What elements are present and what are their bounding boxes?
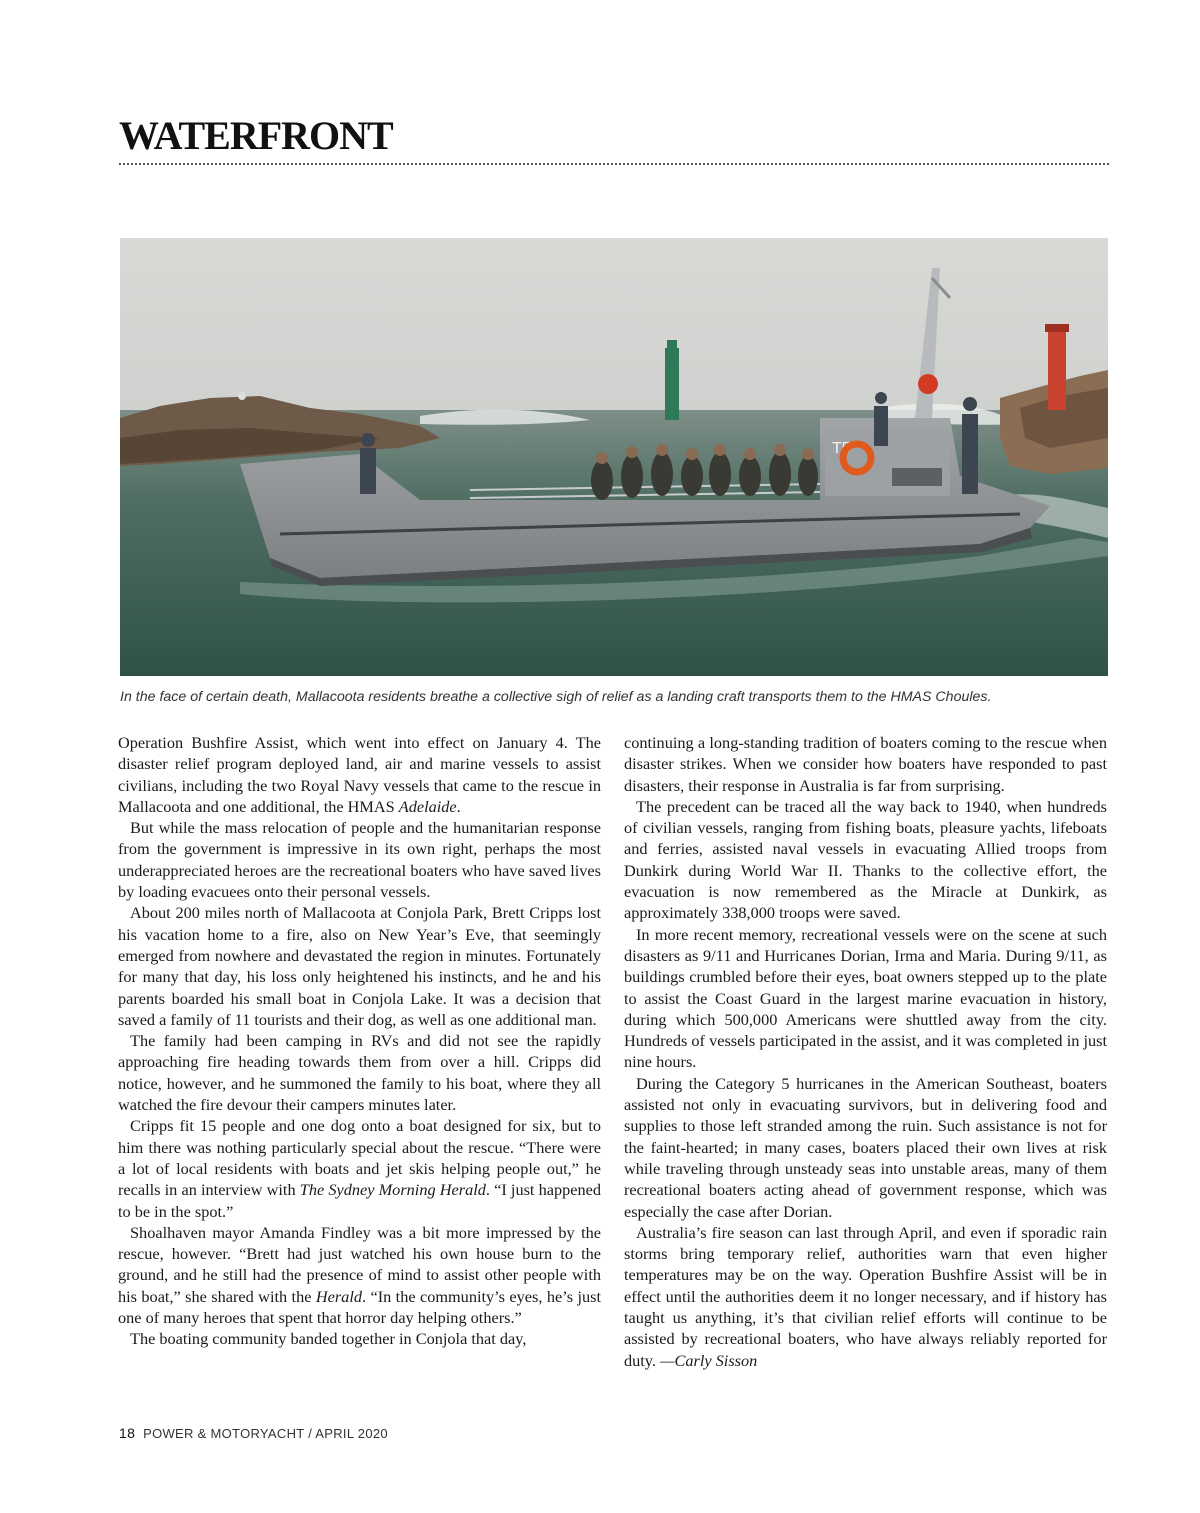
paragraph-text: The boating community banded together in Conjola that day, <box>130 1329 527 1349</box>
page-footer <box>119 1425 388 1441</box>
paragraph-text: . <box>456 796 461 816</box>
article-paragraph <box>624 732 1107 796</box>
article-paragraph <box>624 924 1107 1073</box>
article-paragraph <box>118 1030 601 1115</box>
paragraph-text: Australia’s fire season can last through April, and even if sporadic rain storms bring temporary relief, authorities warn that even higher temperatures may be on the way. Operation Bushfire Assist will be in effect until the authorities deem it no longer necessary, and if history has taught us anything, it’s that civilian relief efforts will continue to be assisted by recreational boaters, who have always reliably reported for duty. <box>624 1222 1107 1370</box>
article-paragraph <box>624 1073 1107 1222</box>
article-paragraph <box>118 817 601 902</box>
paragraph-text: In more recent memory, recreational vessels were on the scene at such disasters as 9/11 and Hurricanes Dorian, Irma and Maria. During 9/11, as buildings crumbled before their eyes, boat owners stepped up to the plate to assist the Coast Guard in the largest marine evacuation in history, during which 500,000 Americans were shuttled away from the city. Hundreds of vessels participated in the assist, and it was completed in just nine hours. <box>624 924 1107 1072</box>
paragraph-text: Cripps fit 15 people and one dog onto a boat designed for six, but to him there was nothing particularly special about the rescue. “There were a lot of local residents with boats and jet skis helping people out,” he recalls in an interview with <box>118 1116 601 1200</box>
italic-text: The Sydney Morning Herald <box>299 1180 486 1200</box>
article-paragraph <box>118 902 601 1030</box>
paragraph-text: But while the mass relocation of people and the humanitarian response from the government is impressive in its own right, perhaps the most underappreciated heroes are the recreational boaters who have saved lives by loading evacuees onto their personal vessels. <box>118 818 601 902</box>
section-title: WATERFRONT <box>119 113 393 158</box>
article-column-right <box>624 732 1107 1371</box>
paragraph-text: The family had been camping in RVs and did not see the rapidly approaching fire heading towards them from over a hill. Cripps did notice, however, and he summoned the family to his boat, where they all watched the fire devour their campers minutes later. <box>118 1031 601 1115</box>
paragraph-text: The precedent can be traced all the way back to 1940, when hundreds of civilian vessels, ranging from fishing boats, pleasure yachts, lifeboats and ferries, assisted naval vessels in evacuating Allied troops from Dunkirk during World War II. Thanks to the collective effort, the evacuation is now remembered as the Miracle at Dunkirk, as approximately 338,000 troops were saved. <box>624 796 1107 923</box>
article-column-left <box>118 732 601 1350</box>
italic-text: —Carly Sisson <box>660 1350 758 1370</box>
italic-text: Adelaide <box>398 796 457 816</box>
paragraph-text: continuing a long-standing tradition of boaters coming to the rescue when disaster strikes. When we consider how boaters have responded to past disasters, their response in Australia is far from surprising. <box>624 733 1107 795</box>
publication-line: POWER & MOTORYACHT / APRIL 2020 <box>143 1426 388 1441</box>
header-rule <box>119 163 1109 165</box>
article-photo <box>120 238 1108 676</box>
article-paragraph <box>118 1328 601 1349</box>
photo-caption: In the face of certain death, Mallacoota residents breathe a collective sigh of relief as a landing craft transports them to the HMAS Choules. <box>120 689 992 705</box>
paragraph-text: During the Category 5 hurricanes in the American Southeast, boaters assisted not only in evacuating survivors, but in delivering food and supplies to those left stranded among the ruin. Such assistance is not for the faint-hearted; in many cases, boaters placed their own lives at risk while traveling through unsteady seas into unstable areas, many of them recreational boaters acting ahead of government response, which was especially the case after Dorian. <box>624 1073 1107 1221</box>
page-number: 18 <box>119 1425 136 1441</box>
italic-text: Herald <box>315 1286 362 1306</box>
paragraph-text: About 200 miles north of Mallacoota at Conjola Park, Brett Cripps lost his vacation home to a fire, also on New Year’s Eve, that seemingly emerged from nowhere and devastated the region in minutes. Fortunately for many that day, his loss only heightened his instincts, and he and his parents boarded his small boat in Conjola Lake. It was a decision that saved a family of 11 tourists and their dog, as well as one additional man. <box>118 903 601 1029</box>
article-paragraph <box>118 732 601 817</box>
boat-marking: T5 <box>832 440 851 457</box>
article-paragraph <box>118 1115 601 1221</box>
paragraph-text: . “I just happened to be in the spot.” <box>118 1180 602 1221</box>
paragraph-text: Operation Bushfire Assist, which went into effect on January 4. The disaster relief program deployed land, air and marine vessels to assist civilians, including the two Royal Navy vessels that came to the rescue in Mallacoota and one additional, the HMAS <box>118 733 601 816</box>
paragraph-text: Shoalhaven mayor Amanda Findley was a bit more impressed by the rescue, however. “Brett had just watched his own house burn to the ground, and he still had the presence of mind to assist other people with his boat,” she shared with the <box>118 1222 601 1306</box>
article-paragraph <box>624 1222 1107 1371</box>
article-paragraph <box>624 796 1107 924</box>
paragraph-text: . “In the community’s eyes, he’s just one of many heroes that spent that horror day helping others.” <box>118 1286 601 1328</box>
article-paragraph <box>118 1222 601 1328</box>
